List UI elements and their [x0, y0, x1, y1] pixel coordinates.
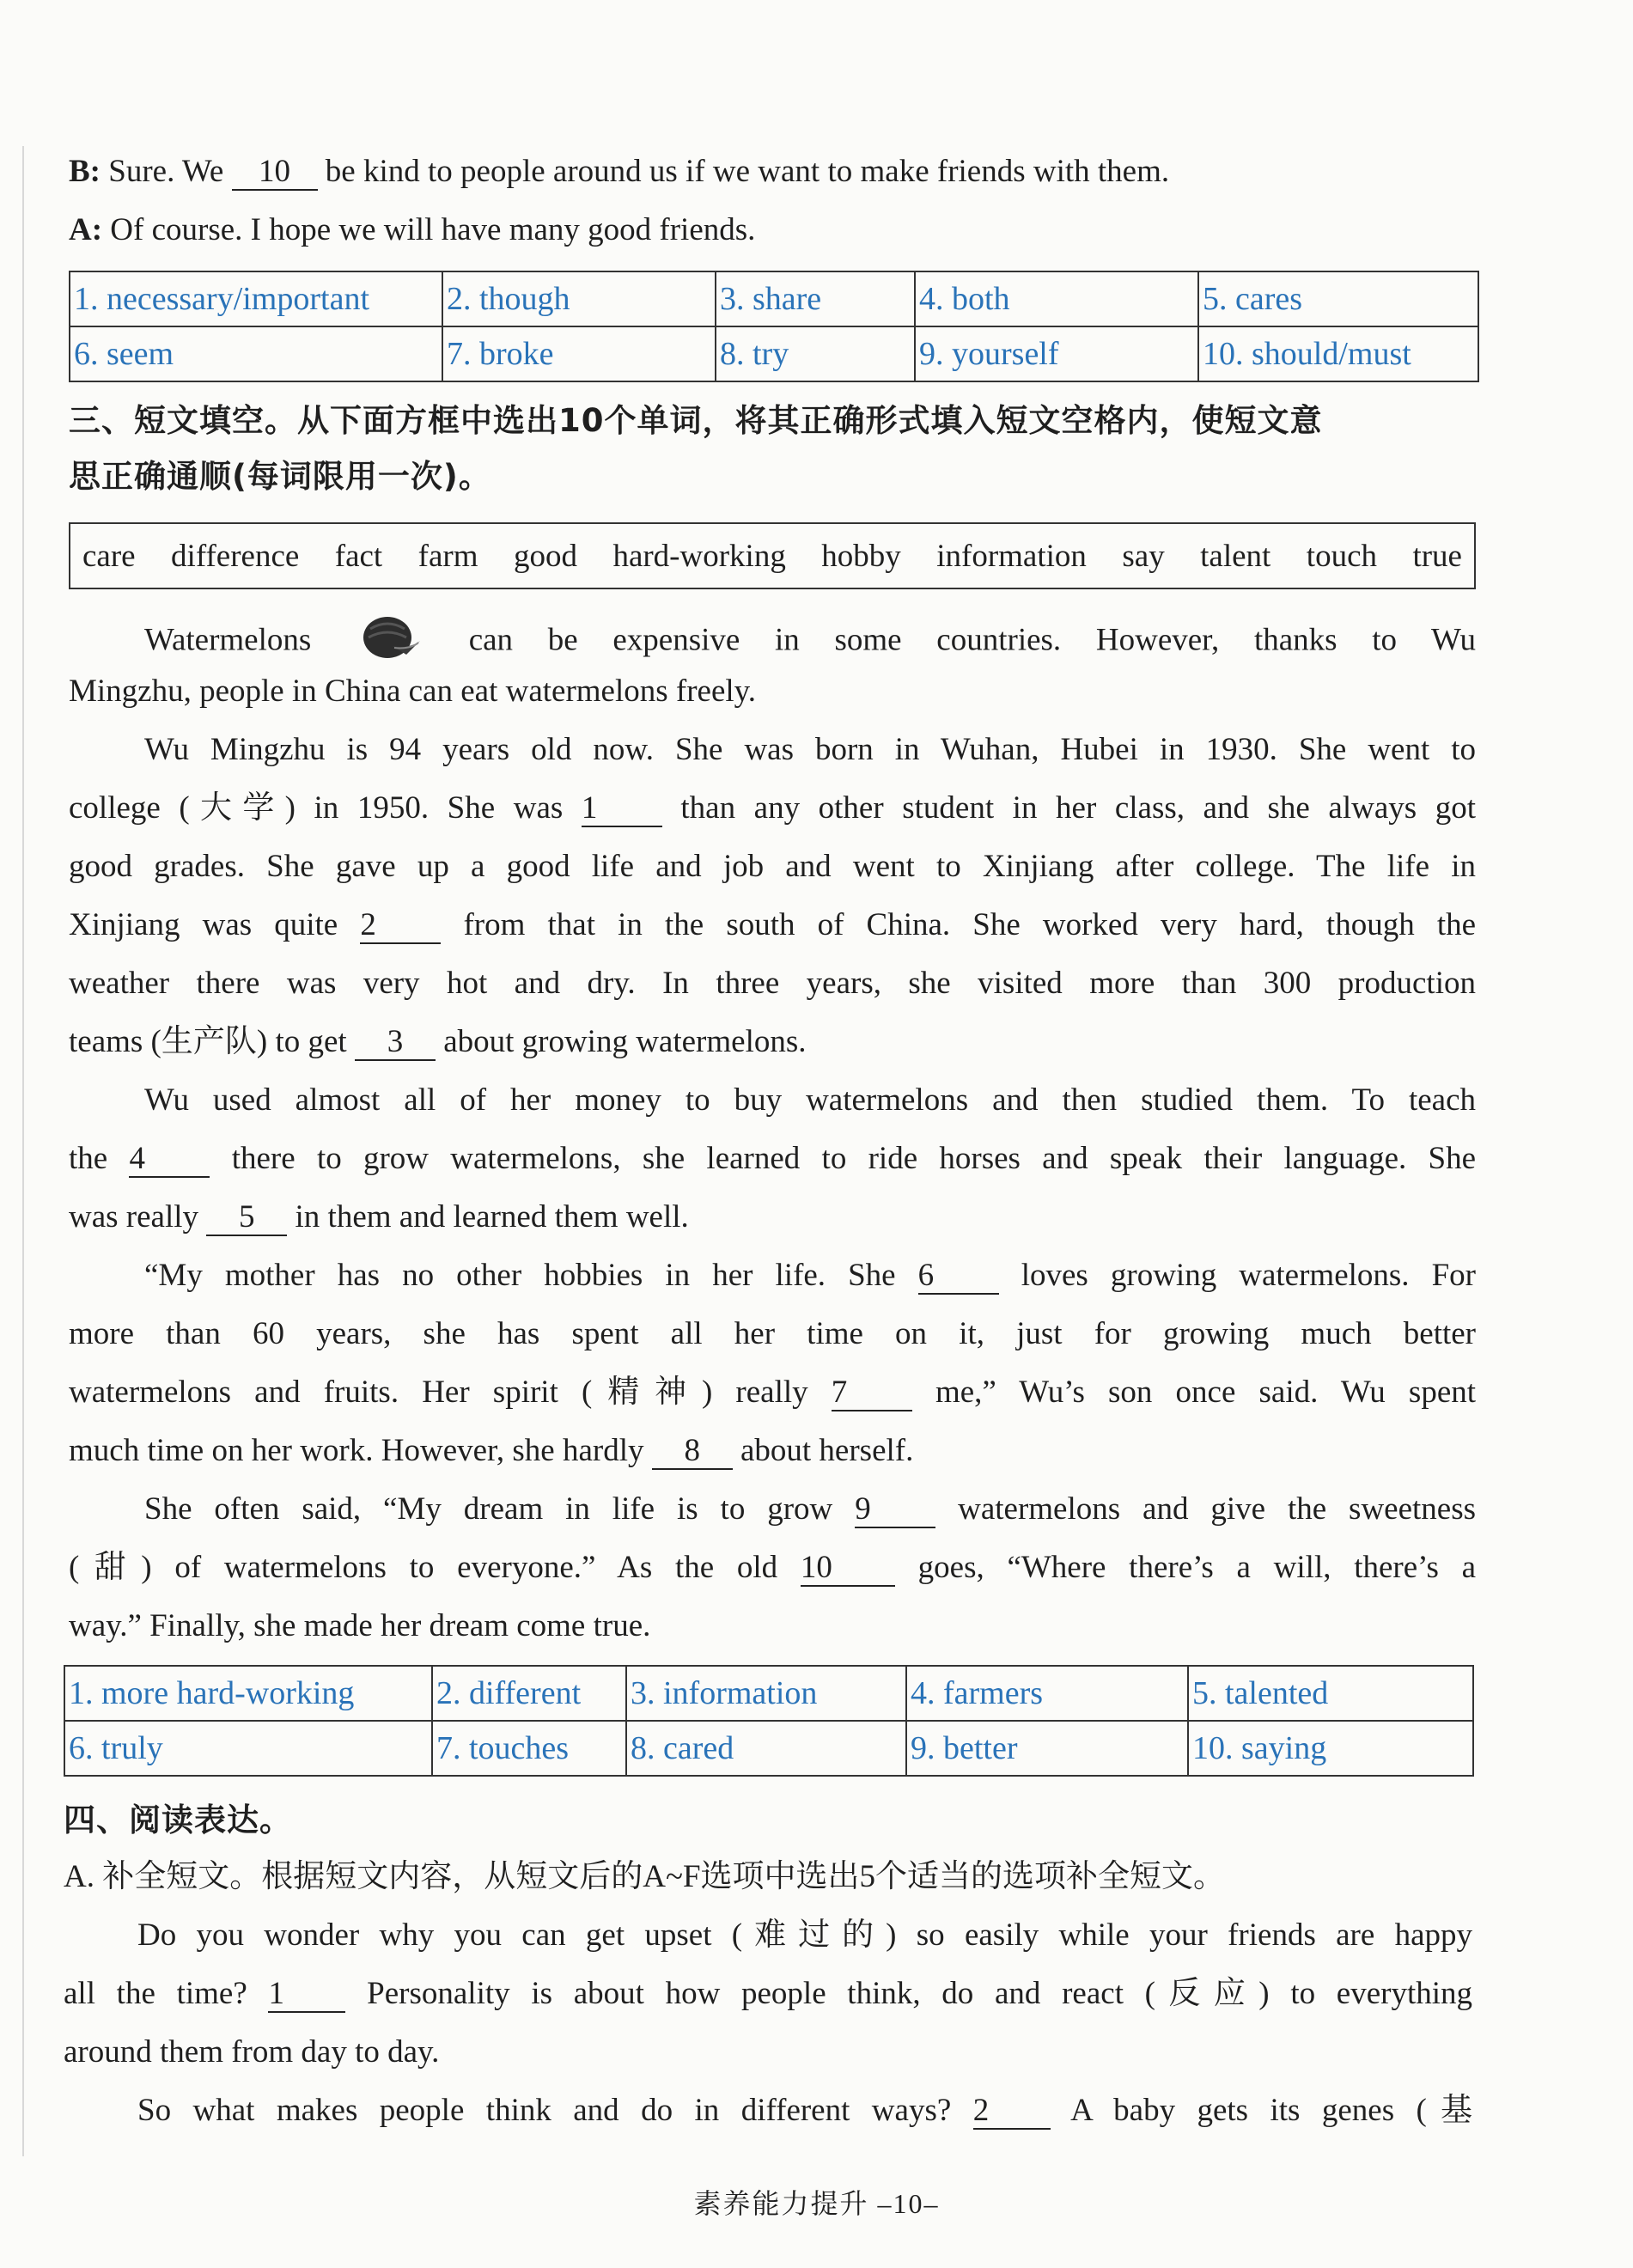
blank-2: 2: [973, 2094, 1051, 2130]
passage-line: Do you wonder why you can get upset (难过的) so easily while your friends are happy: [137, 1917, 1472, 1953]
blank-10: 10: [801, 1551, 895, 1587]
word-bank-item: farm: [417, 538, 478, 574]
answer-cell: 3. information: [626, 1666, 906, 1721]
dialogue-b-line: [69, 150, 1169, 193]
answer-cell: 2. different: [432, 1666, 626, 1721]
answer-cell: 5. cares: [1198, 271, 1478, 326]
answer-cell: 1. necessary/important: [70, 271, 442, 326]
passage-text: Xinjiang was quite: [69, 907, 338, 942]
section4-subtitle: A. 补全短文。根据短文内容，从短文后的A~F选项中选出5个适当的选项补全短文。: [64, 1859, 1226, 1894]
passage-text: the: [69, 1141, 108, 1176]
word-bank-item: say: [1122, 538, 1165, 574]
section4-title: 四、阅读表达。: [64, 1802, 292, 1838]
passage-line: [64, 1972, 1472, 2015]
passage-text: from that in the south of China. She worked very hard, though the: [463, 907, 1477, 942]
passage-text: about herself.: [740, 1433, 914, 1468]
passage-text: me,” Wu’s son once said. Wu spent: [935, 1375, 1477, 1410]
word-bank-item: touch: [1306, 538, 1377, 574]
blank-10: 10: [232, 155, 318, 191]
passage-line: [69, 904, 1476, 947]
word-bank: [82, 538, 1462, 575]
passage-line: [69, 787, 1476, 830]
passage-text: than any other student in her class, and she always got: [680, 790, 1476, 826]
passage-line: [137, 2089, 1472, 2132]
word-bank-item: hobby: [821, 538, 901, 574]
passage-text: can be expensive in some countries. However, thanks to Wu: [468, 622, 1477, 658]
answer-table-section3: [64, 1665, 1474, 1777]
answer-cell: 9. yourself: [915, 326, 1198, 381]
table-row: [64, 1666, 1473, 1721]
passage-text: watermelons and give the sweetness: [958, 1491, 1477, 1527]
passage-text: So what makes people think and do in different ways?: [137, 2093, 952, 2128]
blank-3: 3: [355, 1025, 436, 1061]
passage-line: [144, 1488, 1476, 1531]
passage-text: (甜) of watermelons to everyone.” As the old: [69, 1550, 778, 1585]
passage-text: A baby gets its genes (基: [1070, 2093, 1472, 2128]
passage-text: college (大学) in 1950. She was: [69, 790, 564, 826]
passage-text: loves growing watermelons. For: [1021, 1258, 1477, 1293]
passage-line: Wu used almost all of her money to buy watermelons and then studied them. To teach: [144, 1082, 1476, 1118]
answer-cell: 5. talented: [1188, 1666, 1473, 1721]
passage-line: [69, 1137, 1476, 1180]
passage-line: [69, 1430, 913, 1472]
table-row: [64, 1721, 1473, 1776]
answer-cell: 7. touches: [432, 1721, 626, 1776]
blank-6: 6: [918, 1259, 999, 1295]
word-bank-box: [69, 522, 1476, 589]
passage-text: was really: [69, 1199, 199, 1235]
answer-cell: 4. both: [915, 271, 1198, 326]
answer-cell: 8. cared: [626, 1721, 906, 1776]
word-bank-item: fact: [334, 538, 383, 574]
word-bank-item: care: [82, 538, 136, 574]
passage-line: Mingzhu, people in China can eat watermelons freely.: [69, 674, 757, 709]
dialogue-text: Of course. I hope we will have many good friends.: [110, 212, 756, 247]
blank-2: 2: [360, 908, 441, 944]
blank-7: 7: [832, 1375, 912, 1411]
answer-cell: 1. more hard-working: [64, 1666, 432, 1721]
word-bank-item: information: [936, 538, 1087, 574]
passage-line: Wu Mingzhu is 94 years old now. She was born in Wuhan, Hubei in 1930. She went to: [144, 732, 1476, 767]
passage-text: Personality is about how people think, do and react (反应) to everything: [367, 1976, 1473, 2011]
passage-line: weather there was very hot and dry. In three years, she visited more than 300 production: [69, 966, 1476, 1001]
passage-text: She often said, “My dream in life is to grow: [144, 1491, 833, 1527]
table-row: [70, 326, 1478, 381]
table-row: [70, 271, 1478, 326]
passage-text: in them and learned them well.: [295, 1199, 689, 1235]
answer-cell: 6. truly: [64, 1721, 432, 1776]
word-bank-item: hard-working: [612, 538, 786, 574]
passage-line: [144, 1254, 1476, 1297]
answer-cell: 3. share: [716, 271, 915, 326]
blank-1: 1: [582, 791, 662, 827]
answer-cell: 9. better: [906, 1721, 1188, 1776]
passage-line: [69, 1021, 807, 1064]
word-bank-item: good: [513, 538, 577, 574]
passage-text: watermelons and fruits. Her spirit (精神) really: [69, 1375, 808, 1410]
blank-9: 9: [855, 1492, 935, 1528]
speaker-b: B:: [69, 154, 101, 189]
passage-line: [69, 1196, 689, 1239]
page-footer: 素养能力提升 –10–: [693, 2188, 940, 2219]
passage-line: way.” Finally, she made her dream come true.: [69, 1608, 651, 1643]
word-bank-item: difference: [171, 538, 300, 574]
dialogue-text: Sure. We: [108, 154, 224, 189]
answer-cell: 10. should/must: [1198, 326, 1478, 381]
margin-rule: [22, 146, 24, 2156]
passage-text: about growing watermelons.: [443, 1024, 807, 1059]
blank-5: 5: [206, 1200, 287, 1236]
answer-cell: 2. though: [442, 271, 716, 326]
dialogue-a-line: [69, 209, 755, 252]
passage-text: Watermelons: [144, 622, 312, 658]
passage-line: [69, 1546, 1476, 1589]
answer-cell: 7. broke: [442, 326, 716, 381]
passage-text: “My mother has no other hobbies in her life. She: [144, 1258, 896, 1293]
passage-text: much time on her work. However, she hardly: [69, 1433, 644, 1468]
watermelon-icon: [358, 612, 422, 674]
passage-line: [144, 612, 1476, 674]
answer-cell: 6. seem: [70, 326, 442, 381]
answer-table-section2: [69, 271, 1479, 382]
blank-1: 1: [268, 1977, 345, 2013]
section3-title-line2: 思正确通顺(每词限用一次)。: [69, 458, 491, 495]
word-bank-item: true: [1412, 538, 1462, 574]
passage-text: there to grow watermelons, she learned to ride horses and speak their language. She: [231, 1141, 1476, 1176]
word-bank-item: talent: [1200, 538, 1271, 574]
passage-text: teams (生产队) to get: [69, 1024, 347, 1059]
section3-title-line1: 三、短文填空。从下面方框中选出10个单词，将其正确形式填入短文空格内，使短文意: [69, 402, 1323, 439]
answer-cell: 4. farmers: [906, 1666, 1188, 1721]
dialogue-text: be kind to people around us if we want to make friends with them.: [325, 154, 1170, 189]
answer-cell: 8. try: [716, 326, 915, 381]
answer-cell: 10. saying: [1188, 1721, 1473, 1776]
passage-line: around them from day to day.: [64, 2034, 440, 2070]
passage-text: goes, “Where there’s a will, there’s a: [917, 1550, 1476, 1585]
speaker-a: A:: [69, 212, 103, 247]
blank-4: 4: [129, 1142, 210, 1178]
passage-line: good grades. She gave up a good life and job and went to Xinjiang after college. The life in: [69, 849, 1476, 884]
blank-8: 8: [652, 1434, 733, 1470]
passage-text: all the time?: [64, 1976, 247, 2011]
passage-line: [69, 1371, 1476, 1414]
passage-line: more than 60 years, she has spent all her time on it, just for growing much better: [69, 1316, 1476, 1351]
